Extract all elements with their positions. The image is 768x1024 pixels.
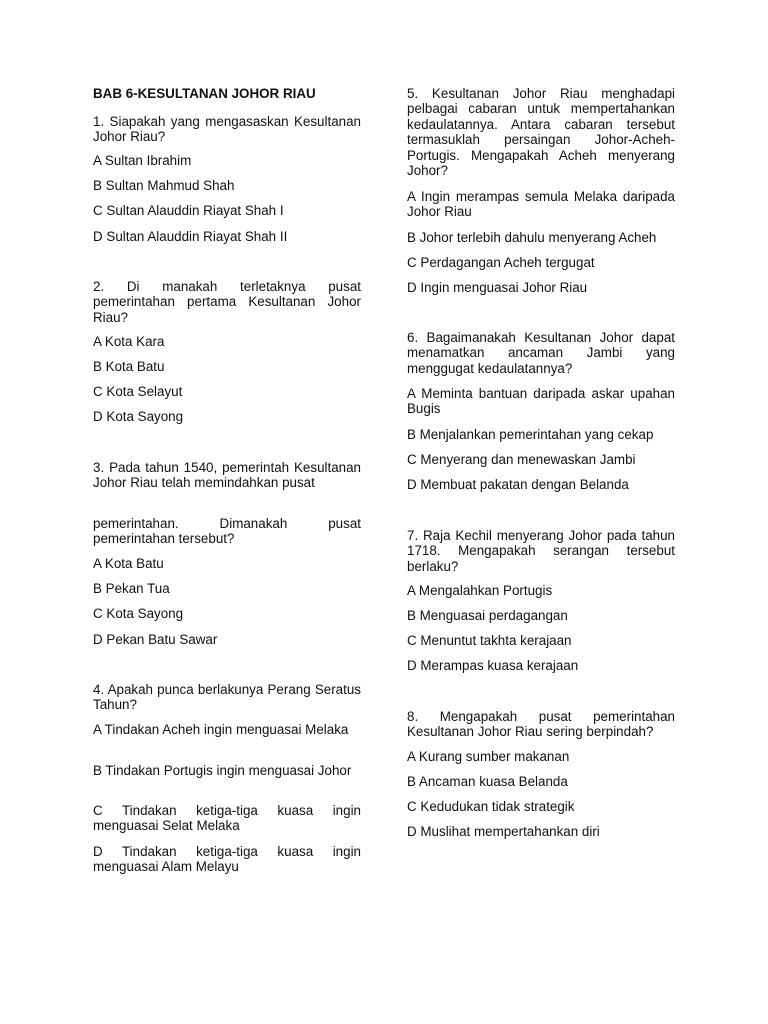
question-7-option-c[interactable]: C Menuntut takhta kerajaan xyxy=(407,633,572,648)
question-5-option-c[interactable]: C Perdagangan Acheh tergugat xyxy=(407,255,595,270)
question-7-option-a[interactable]: A Mengalahkan Portugis xyxy=(407,583,553,598)
question-8-option-a[interactable]: A Kurang sumber makanan xyxy=(407,749,570,764)
question-4-option-a[interactable]: A Tindakan Acheh ingin menguasai Melaka xyxy=(93,722,349,737)
question-8-option-d[interactable]: D Muslihat mempertahankan diri xyxy=(407,824,600,839)
question-5-option-b[interactable]: B Johor terlebih dahulu menyerang Acheh xyxy=(407,230,657,245)
question-6-option-b[interactable]: B Menjalankan pemerintahan yang cekap xyxy=(407,427,654,442)
question-2-option-c[interactable]: C Kota Selayut xyxy=(93,384,183,399)
question-1-option-a[interactable]: A Sultan Ibrahim xyxy=(93,153,192,168)
question-4-text: 4. Apakah punca berlakunya Perang Seratus Tahun? xyxy=(93,682,361,713)
question-7-option-b[interactable]: B Menguasai perdagangan xyxy=(407,608,568,623)
question-6-option-a[interactable]: A Meminta bantuan daripada askar upahan Bugis xyxy=(407,386,675,417)
question-2-option-b[interactable]: B Kota Batu xyxy=(93,359,165,374)
question-1-option-d[interactable]: D Sultan Alauddin Riayat Shah II xyxy=(93,229,288,244)
question-3-option-c[interactable]: C Kota Sayong xyxy=(93,606,184,621)
question-1-option-c[interactable]: C Sultan Alauddin Riayat Shah I xyxy=(93,203,284,218)
page-title: BAB 6-KESULTANAN JOHOR RIAU xyxy=(93,86,316,101)
question-3-option-d[interactable]: D Pekan Batu Sawar xyxy=(93,632,218,647)
question-2-option-a[interactable]: A Kota Kara xyxy=(93,334,165,349)
question-1-option-b[interactable]: B Sultan Mahmud Shah xyxy=(93,178,235,193)
question-3-text: 3. Pada tahun 1540, pemerintah Kesultanan Johor Riau telah memindahkan pusat xyxy=(93,460,361,491)
question-5-option-d[interactable]: D Ingin menguasai Johor Riau xyxy=(407,280,588,295)
question-5-option-a[interactable]: A Ingin merampas semula Melaka daripada Johor Riau xyxy=(407,189,675,220)
question-4-option-d[interactable]: D Tindakan ketiga-tiga kuasa ingin menguasai Alam Melayu xyxy=(93,844,361,875)
question-3-text-continued: pemerintahan. Dimanakah pusat pemerintahan tersebut? xyxy=(93,516,361,547)
question-2-text: 2. Di manakah terletaknya pusat pemerintahan pertama Kesultanan Johor Riau? xyxy=(93,279,361,325)
question-4-option-c[interactable]: C Tindakan ketiga-tiga kuasa ingin menguasai Selat Melaka xyxy=(93,803,361,834)
question-8-text: 8. Mengapakah pusat pemerintahan Kesultanan Johor Riau sering berpindah? xyxy=(407,709,675,740)
question-6-option-d[interactable]: D Membuat pakatan dengan Belanda xyxy=(407,477,629,492)
question-8-option-c[interactable]: C Kedudukan tidak strategik xyxy=(407,799,575,814)
question-6-option-c[interactable]: C Menyerang dan menewaskan Jambi xyxy=(407,452,636,467)
question-7-option-d[interactable]: D Merampas kuasa kerajaan xyxy=(407,658,579,673)
question-3-option-a[interactable]: A Kota Batu xyxy=(93,556,164,571)
question-4-option-b[interactable]: B Tindakan Portugis ingin menguasai Johor xyxy=(93,763,352,778)
question-8-option-b[interactable]: B Ancaman kuasa Belanda xyxy=(407,774,568,789)
question-2-option-d[interactable]: D Kota Sayong xyxy=(93,409,184,424)
question-5-text: 5. Kesultanan Johor Riau menghadapi pelbagai cabaran untuk mempertahankan kedaulatannya. Antara cabaran tersebut termasuklah persaingan Johor-Acheh-Portugis. Mengapakah Acheh menyerang Johor? xyxy=(407,86,675,179)
question-6-text: 6. Bagaimanakah Kesultanan Johor dapat menamatkan ancaman Jambi yang menggugat kedaulatannya? xyxy=(407,330,675,376)
question-7-text: 7. Raja Kechil menyerang Johor pada tahun 1718. Mengapakah serangan tersebut berlaku? xyxy=(407,528,675,574)
question-1-text: 1. Siapakah yang mengasaskan Kesultanan Johor Riau? xyxy=(93,114,361,145)
question-3-option-b[interactable]: B Pekan Tua xyxy=(93,581,170,596)
